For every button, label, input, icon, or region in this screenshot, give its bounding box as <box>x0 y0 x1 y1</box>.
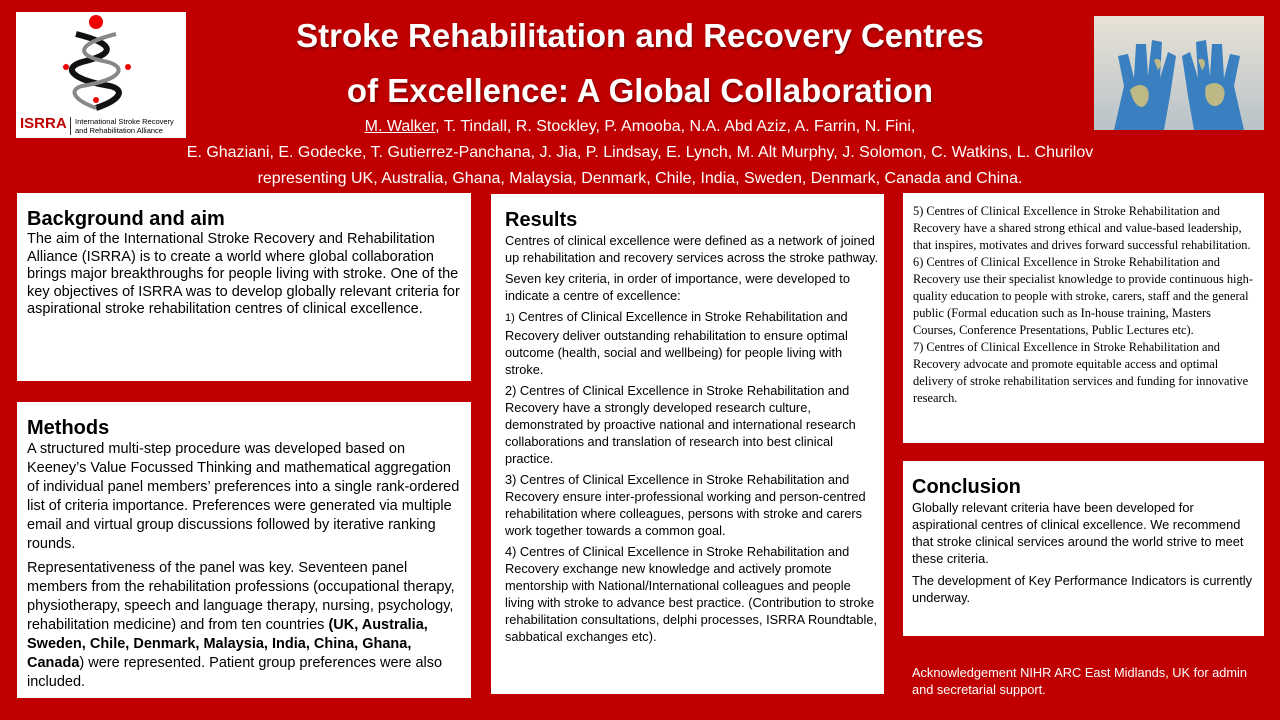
logo-subtext: International Stroke Recovery and Rehabilitation Alliance <box>70 117 187 135</box>
conclusion-panel <box>903 461 1264 636</box>
criterion-7: 7) Centres of Clinical Excellence in Stroke Rehabilitation and Recovery advocate and promote equitable access and optimal delivery of stroke rehabilitation services and funding for innovative research. <box>913 340 1249 405</box>
criteria-continued-panel <box>903 193 1264 443</box>
methods-para-2 <box>27 559 461 692</box>
results-panel <box>491 194 884 694</box>
results-heading: Results <box>505 209 578 231</box>
criterion-1-number: 1) <box>505 312 515 324</box>
authors-line-2: E. Ghaziani, E. Godecke, T. Gutierrez-Panchana, J. Jia, P. Lindsay, E. Lynch, M. Alt Murphy, J. Solomon, C. Watkins, L. Churilov <box>186 144 1094 161</box>
background-text: The aim of the International Stroke Recovery and Rehabilitation Alliance (ISRRA) is to create a world where global collaboration brings major breakthroughs for people living with stroke. One of the key objectives of ISRRA was to develop globally relevant criteria for aspirational stroke rehabilitation centres of clinical excellence. <box>27 231 460 317</box>
criterion-5: 5) Centres of Clinical Excellence in Stroke Rehabilitation and Recovery have a shared strong ethical and value-based leadership, that inspires, motivates and drives forward successful rehabilitation. <box>913 204 1251 252</box>
acknowledgement: Acknowledgement NIHR ARC East Midlands, UK for admin and secretarial support. <box>912 665 1247 697</box>
authors-line-1-rest: , T. Tindall, R. Stockley, P. Amooba, N.A. Abd Aziz, A. Farrin, N. Fini, <box>435 118 916 135</box>
criterion-3: 3) Centres of Clinical Excellence in Stroke Rehabilitation and Recovery ensure inter-professional working and person-centred rehabilitation where colleagues, persons with stroke and carers work together towards a common goal. <box>505 472 866 538</box>
criterion-6: 6) Centres of Clinical Excellence in Stroke Rehabilitation and Recovery use their specialist knowledge to provide continuous high-quality education to people with stroke, carers, staff and the general public (Formal education such as In-house training, Masters Courses, Conference Presentations, Public Lectures etc). <box>913 255 1253 337</box>
poster-title <box>190 8 1090 118</box>
conclusion-para-1: Globally relevant criteria have been developed for aspirational centres of clinical excellence. We recommend that stroke clinical services around the world strive to meet these criteria. <box>912 500 1244 566</box>
methods-para-2-end: ) were represented. Patient group preferences were also included. <box>27 655 443 690</box>
results-intro-2: Seven key criteria, in order of importance, were developed to indicate a centre of excellence: <box>505 271 850 303</box>
methods-countries: (UK, Australia, Sweden, Chile, Denmark, Malaysia, India, China, Ghana, Canada <box>27 617 428 671</box>
dna-helix-icon <box>16 12 186 112</box>
criterion-1 <box>505 308 880 378</box>
hands-globe-image <box>1094 16 1264 130</box>
methods-panel <box>17 402 471 698</box>
conclusion-heading: Conclusion <box>912 476 1021 498</box>
lead-author: M. Walker <box>364 118 436 135</box>
author-list <box>120 114 1160 192</box>
methods-para-1: A structured multi-step procedure was developed based on Keeney’s Value Focussed Thinking and mathematical aggregation of individual panel members’ preferences into a single rank-ordered list of criteria importance. Preferences were generated via multiple email and virtual group discussions followed by iterative ranking rounds. <box>27 441 460 552</box>
methods-para-2-start: Representativeness of the panel was key. Seventeen panel members from the rehabilitation professions (occupational therapy, physiotherapy, speech and language therapy, nursing, psychology, rehabilitation medicine) and from ten countries <box>27 560 455 633</box>
authors-line-3: representing UK, Australia, Ghana, Malaysia, Denmark, Chile, India, Sweden, Denmark, Canada and China. <box>257 170 1023 187</box>
criterion-2: 2) Centres of Clinical Excellence in Stroke Rehabilitation and Recovery have a strongly developed research culture, demonstrated by proactive national and international research collaborations and translation of research into best clinical practice. <box>505 383 856 466</box>
background-panel <box>17 193 471 381</box>
criterion-1-text: Centres of Clinical Excellence in Stroke Rehabilitation and Recovery deliver outstanding rehabilitation to ensure optimal outcome (health, social and wellbeing) for people living with stroke. <box>505 309 848 377</box>
criterion-4: 4) Centres of Clinical Excellence in Stroke Rehabilitation and Recovery exchange new knowledge and actively promote mentorship with National/International colleagues and people living with stroke to advance best practice. (Contribution to stroke rehabilitation consultations, delphi processes, ISRRA Roundtable, sabbatical exchanges etc). <box>505 544 878 644</box>
methods-heading: Methods <box>27 417 110 439</box>
title-line-2: of Excellence: A Global Collaboration <box>346 72 934 109</box>
background-heading: Background and aim <box>27 208 225 230</box>
results-intro-1: Centres of clinical excellence were defined as a network of joined up rehabilitation and recovery services across the stroke pathway. <box>505 233 879 265</box>
title-line-1: Stroke Rehabilitation and Recovery Centres <box>296 17 984 54</box>
authors-line-1 <box>120 114 1160 140</box>
logo-text: ISRRA <box>20 115 67 132</box>
conclusion-para-2: The development of Key Performance Indicators is currently underway. <box>912 573 1252 605</box>
